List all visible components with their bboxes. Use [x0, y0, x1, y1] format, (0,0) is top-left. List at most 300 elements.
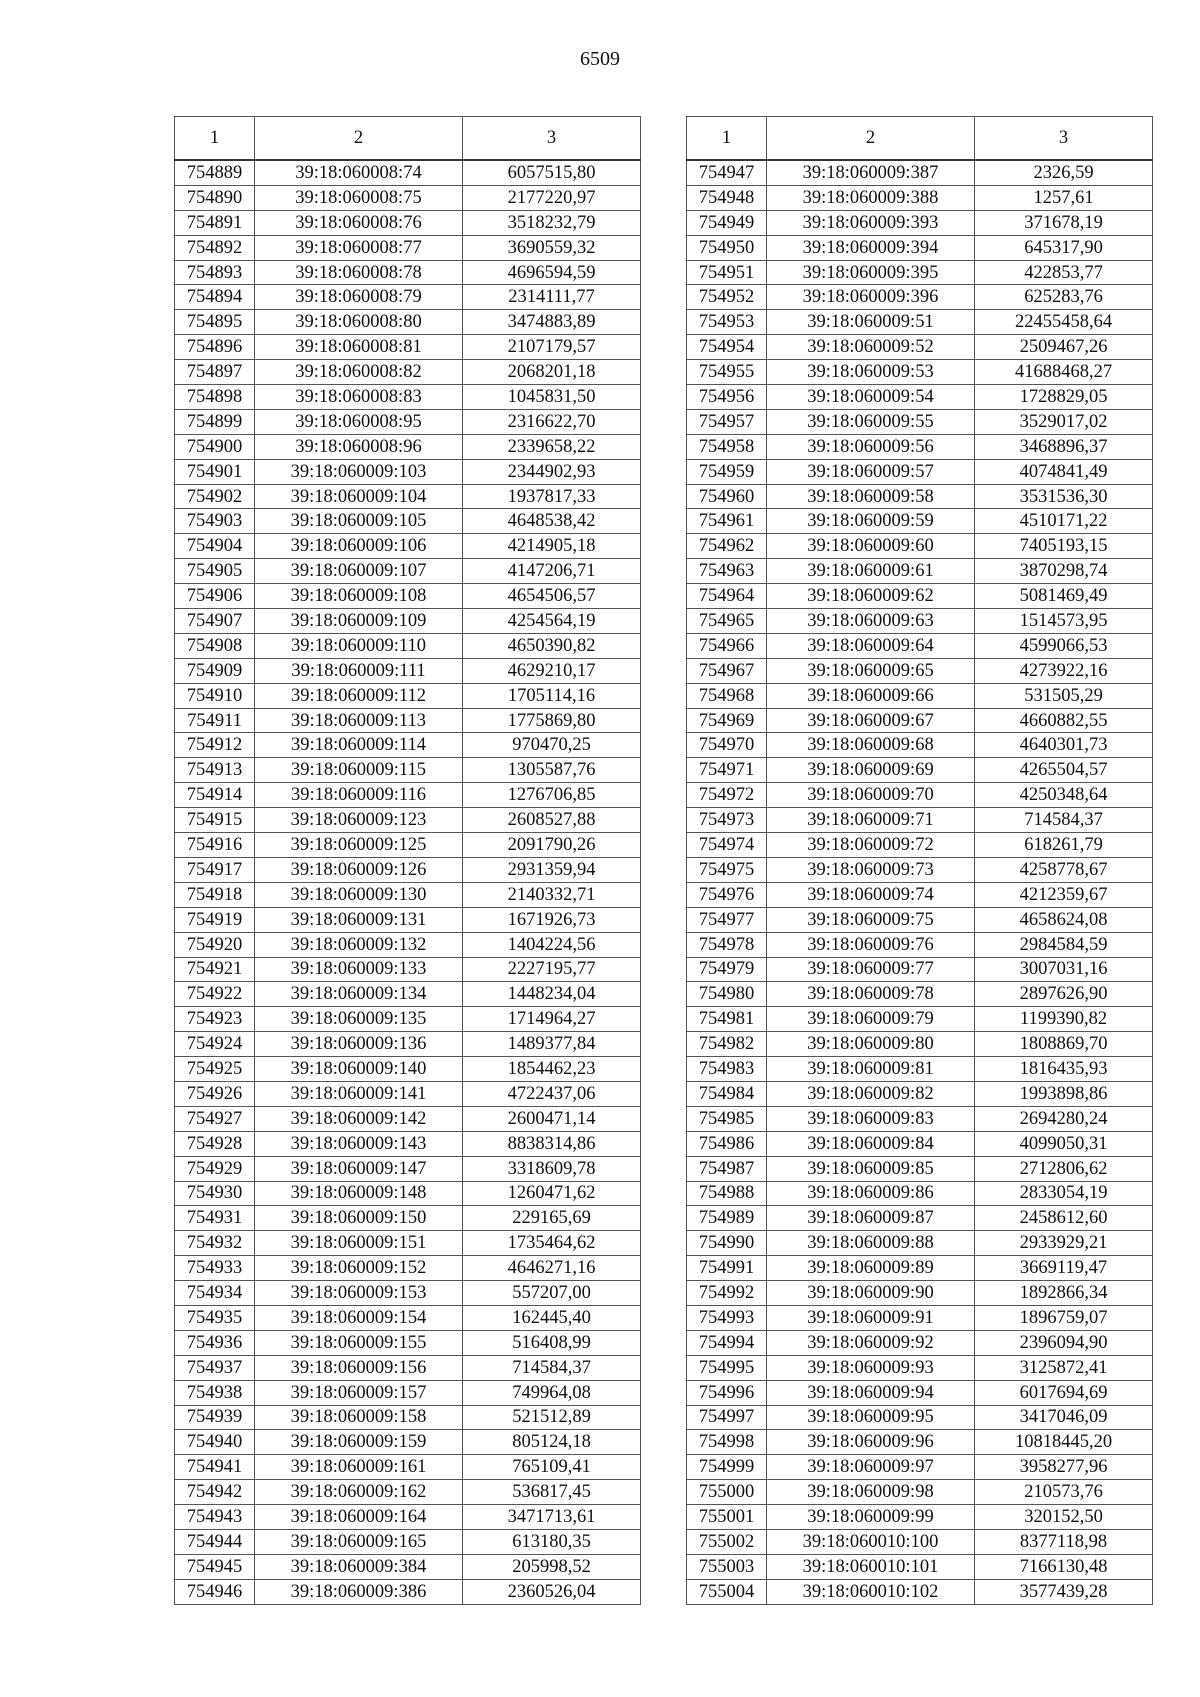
cell-value: 4147206,71 — [463, 559, 641, 584]
cell-number: 755001 — [687, 1505, 767, 1530]
cell-value: 1735464,62 — [463, 1231, 641, 1256]
cell-number: 754950 — [687, 235, 767, 260]
cell-value: 4650390,82 — [463, 633, 641, 658]
cell-cadastral-number: 39:18:060009:61 — [767, 559, 975, 584]
cell-value: 4654506,57 — [463, 584, 641, 609]
cell-value: 4258778,67 — [975, 857, 1153, 882]
cell-value: 3577439,28 — [975, 1579, 1153, 1604]
table-row — [175, 857, 641, 882]
cell-number: 754985 — [687, 1106, 767, 1131]
cell-number: 754928 — [175, 1131, 255, 1156]
cell-number: 754974 — [687, 833, 767, 858]
cell-number: 754959 — [687, 459, 767, 484]
cell-value: 4254564,19 — [463, 609, 641, 634]
table-row — [175, 260, 641, 285]
table-row — [687, 409, 1153, 434]
cell-cadastral-number: 39:18:060009:384 — [255, 1554, 463, 1579]
table-body — [687, 160, 1153, 1604]
cell-cadastral-number: 39:18:060009:110 — [255, 633, 463, 658]
cell-cadastral-number: 39:18:060009:75 — [767, 907, 975, 932]
table-row — [687, 1405, 1153, 1430]
table-row — [687, 210, 1153, 235]
cell-cadastral-number: 39:18:060010:102 — [767, 1579, 975, 1604]
cell-cadastral-number: 39:18:060008:77 — [255, 235, 463, 260]
cell-cadastral-number: 39:18:060009:393 — [767, 210, 975, 235]
cell-value: 531505,29 — [975, 683, 1153, 708]
cell-value: 2608527,88 — [463, 808, 641, 833]
cell-value: 613180,35 — [463, 1529, 641, 1554]
column-header-1: 1 — [687, 117, 767, 161]
cell-number: 754992 — [687, 1281, 767, 1306]
table-row — [175, 559, 641, 584]
cell-cadastral-number: 39:18:060009:154 — [255, 1305, 463, 1330]
cell-cadastral-number: 39:18:060008:96 — [255, 434, 463, 459]
cell-cadastral-number: 39:18:060009:153 — [255, 1281, 463, 1306]
cell-number: 754918 — [175, 882, 255, 907]
cell-value: 3007031,16 — [975, 957, 1153, 982]
cell-number: 754913 — [175, 758, 255, 783]
cell-cadastral-number: 39:18:060009:70 — [767, 783, 975, 808]
cell-number: 754922 — [175, 982, 255, 1007]
table-row — [175, 584, 641, 609]
cell-number: 754943 — [175, 1505, 255, 1530]
table-row — [175, 1455, 641, 1480]
table-row — [687, 185, 1153, 210]
cell-value: 4265504,57 — [975, 758, 1153, 783]
table-row — [175, 932, 641, 957]
cell-value: 4212359,67 — [975, 882, 1153, 907]
cell-value: 1775869,80 — [463, 708, 641, 733]
table-row — [175, 609, 641, 634]
table-row — [175, 1554, 641, 1579]
table-row — [175, 1505, 641, 1530]
cell-number: 755004 — [687, 1579, 767, 1604]
cell-cadastral-number: 39:18:060009:58 — [767, 484, 975, 509]
cell-cadastral-number: 39:18:060009:151 — [255, 1231, 463, 1256]
cell-value: 2339658,22 — [463, 434, 641, 459]
table-row — [687, 758, 1153, 783]
cell-cadastral-number: 39:18:060008:95 — [255, 409, 463, 434]
cell-cadastral-number: 39:18:060009:162 — [255, 1480, 463, 1505]
cell-value: 6017694,69 — [975, 1380, 1153, 1405]
cell-value: 4658624,08 — [975, 907, 1153, 932]
cell-number: 754941 — [175, 1455, 255, 1480]
cell-cadastral-number: 39:18:060009:394 — [767, 235, 975, 260]
table-row — [687, 385, 1153, 410]
table-row — [175, 160, 641, 185]
cell-cadastral-number: 39:18:060009:57 — [767, 459, 975, 484]
cell-number: 754923 — [175, 1007, 255, 1032]
cell-number: 754893 — [175, 260, 255, 285]
cell-cadastral-number: 39:18:060009:147 — [255, 1156, 463, 1181]
cell-number: 754980 — [687, 982, 767, 1007]
column-header-1: 1 — [175, 117, 255, 161]
cell-number: 754940 — [175, 1430, 255, 1455]
cell-value: 7405193,15 — [975, 534, 1153, 559]
table-row — [687, 1579, 1153, 1604]
cell-value: 10818445,20 — [975, 1430, 1153, 1455]
table-row — [175, 1355, 641, 1380]
cell-number: 754957 — [687, 409, 767, 434]
cell-value: 765109,41 — [463, 1455, 641, 1480]
cell-value: 4074841,49 — [975, 459, 1153, 484]
cell-value: 229165,69 — [463, 1206, 641, 1231]
cell-number: 754944 — [175, 1529, 255, 1554]
table-row — [175, 758, 641, 783]
cell-value: 516408,99 — [463, 1330, 641, 1355]
cell-cadastral-number: 39:18:060009:85 — [767, 1156, 975, 1181]
table-row — [175, 1057, 641, 1082]
table-row — [175, 833, 641, 858]
cell-number: 754889 — [175, 160, 255, 185]
cell-number: 754917 — [175, 857, 255, 882]
table-row — [687, 1281, 1153, 1306]
table-row — [687, 235, 1153, 260]
column-header-2: 2 — [767, 117, 975, 161]
cell-cadastral-number: 39:18:060009:56 — [767, 434, 975, 459]
table-row — [175, 434, 641, 459]
table-row — [687, 1032, 1153, 1057]
table-row — [687, 1430, 1153, 1455]
table-body — [175, 160, 641, 1604]
page-number: 6509 — [580, 48, 620, 70]
table-row — [175, 1081, 641, 1106]
table-row — [687, 1106, 1153, 1131]
cell-number: 754914 — [175, 783, 255, 808]
cell-value: 2933929,21 — [975, 1231, 1153, 1256]
cell-number: 755000 — [687, 1480, 767, 1505]
cell-number: 754963 — [687, 559, 767, 584]
cell-cadastral-number: 39:18:060009:89 — [767, 1256, 975, 1281]
cell-cadastral-number: 39:18:060009:155 — [255, 1330, 463, 1355]
cell-number: 754919 — [175, 907, 255, 932]
table-row — [175, 1231, 641, 1256]
table-row — [687, 733, 1153, 758]
table-row — [687, 1081, 1153, 1106]
cell-cadastral-number: 39:18:060009:135 — [255, 1007, 463, 1032]
cell-number: 754986 — [687, 1131, 767, 1156]
cell-number: 754926 — [175, 1081, 255, 1106]
cell-value: 2509467,26 — [975, 335, 1153, 360]
cell-number: 754908 — [175, 633, 255, 658]
cell-number: 755002 — [687, 1529, 767, 1554]
cell-cadastral-number: 39:18:060009:79 — [767, 1007, 975, 1032]
table-row — [175, 1131, 641, 1156]
table-row — [175, 882, 641, 907]
cell-number: 754910 — [175, 683, 255, 708]
cell-number: 754993 — [687, 1305, 767, 1330]
cell-cadastral-number: 39:18:060009:159 — [255, 1430, 463, 1455]
cell-number: 754998 — [687, 1430, 767, 1455]
cell-cadastral-number: 39:18:060009:395 — [767, 260, 975, 285]
cell-value: 4640301,73 — [975, 733, 1153, 758]
cell-cadastral-number: 39:18:060009:64 — [767, 633, 975, 658]
cell-cadastral-number: 39:18:060009:66 — [767, 683, 975, 708]
cell-cadastral-number: 39:18:060009:156 — [255, 1355, 463, 1380]
cell-cadastral-number: 39:18:060009:98 — [767, 1480, 975, 1505]
cell-number: 754906 — [175, 584, 255, 609]
registry-table-right — [686, 116, 1153, 1605]
cell-value: 1808869,70 — [975, 1032, 1153, 1057]
cell-number: 754966 — [687, 633, 767, 658]
cell-cadastral-number: 39:18:060009:67 — [767, 708, 975, 733]
cell-cadastral-number: 39:18:060009:78 — [767, 982, 975, 1007]
cell-number: 754930 — [175, 1181, 255, 1206]
cell-number: 754967 — [687, 658, 767, 683]
cell-value: 2326,59 — [975, 160, 1153, 185]
cell-number: 754894 — [175, 285, 255, 310]
table-row — [687, 982, 1153, 1007]
cell-number: 754896 — [175, 335, 255, 360]
cell-value: 3471713,61 — [463, 1505, 641, 1530]
cell-cadastral-number: 39:18:060009:148 — [255, 1181, 463, 1206]
table-row — [175, 808, 641, 833]
cell-number: 754990 — [687, 1231, 767, 1256]
table-row — [175, 1256, 641, 1281]
cell-cadastral-number: 39:18:060009:99 — [767, 1505, 975, 1530]
cell-cadastral-number: 39:18:060010:101 — [767, 1554, 975, 1579]
table-row — [175, 409, 641, 434]
cell-number: 754935 — [175, 1305, 255, 1330]
table-row — [687, 335, 1153, 360]
cell-number: 754934 — [175, 1281, 255, 1306]
cell-value: 3669119,47 — [975, 1256, 1153, 1281]
table-row — [687, 1480, 1153, 1505]
cell-value: 2360526,04 — [463, 1579, 641, 1604]
cell-number: 754921 — [175, 957, 255, 982]
cell-number: 754892 — [175, 235, 255, 260]
cell-value: 2897626,90 — [975, 982, 1153, 1007]
cell-value: 3531536,30 — [975, 484, 1153, 509]
column-header-2: 2 — [255, 117, 463, 161]
cell-number: 754904 — [175, 534, 255, 559]
cell-value: 1276706,85 — [463, 783, 641, 808]
cell-value: 1489377,84 — [463, 1032, 641, 1057]
cell-number: 754999 — [687, 1455, 767, 1480]
table-row — [687, 260, 1153, 285]
cell-cadastral-number: 39:18:060009:69 — [767, 758, 975, 783]
cell-cadastral-number: 39:18:060009:96 — [767, 1430, 975, 1455]
table-row — [687, 1355, 1153, 1380]
cell-cadastral-number: 39:18:060009:63 — [767, 609, 975, 634]
cell-number: 754958 — [687, 434, 767, 459]
cell-value: 162445,40 — [463, 1305, 641, 1330]
cell-number: 754982 — [687, 1032, 767, 1057]
cell-value: 210573,76 — [975, 1480, 1153, 1505]
cell-number: 754973 — [687, 808, 767, 833]
table-row — [687, 434, 1153, 459]
table-row — [687, 1554, 1153, 1579]
cell-value: 22455458,64 — [975, 310, 1153, 335]
cell-number: 754945 — [175, 1554, 255, 1579]
cell-cadastral-number: 39:18:060009:157 — [255, 1380, 463, 1405]
table-row — [687, 808, 1153, 833]
cell-number: 754907 — [175, 609, 255, 634]
cell-number: 754984 — [687, 1081, 767, 1106]
table-row — [175, 1380, 641, 1405]
table-row — [687, 559, 1153, 584]
table-row — [687, 584, 1153, 609]
cell-cadastral-number: 39:18:060008:81 — [255, 335, 463, 360]
cell-value: 4722437,06 — [463, 1081, 641, 1106]
cell-cadastral-number: 39:18:060009:103 — [255, 459, 463, 484]
cell-number: 754916 — [175, 833, 255, 858]
cell-value: 1257,61 — [975, 185, 1153, 210]
cell-cadastral-number: 39:18:060009:114 — [255, 733, 463, 758]
cell-number: 754948 — [687, 185, 767, 210]
table-row — [175, 708, 641, 733]
cell-number: 754951 — [687, 260, 767, 285]
table-row — [175, 633, 641, 658]
table-row — [687, 857, 1153, 882]
table-row — [175, 1106, 641, 1131]
cell-cadastral-number: 39:18:060009:113 — [255, 708, 463, 733]
cell-number: 754997 — [687, 1405, 767, 1430]
cell-value: 4273922,16 — [975, 658, 1153, 683]
cell-value: 2833054,19 — [975, 1181, 1153, 1206]
table-row — [175, 783, 641, 808]
cell-cadastral-number: 39:18:060009:73 — [767, 857, 975, 882]
cell-cadastral-number: 39:18:060009:115 — [255, 758, 463, 783]
cell-value: 1937817,33 — [463, 484, 641, 509]
cell-cadastral-number: 39:18:060009:141 — [255, 1081, 463, 1106]
cell-cadastral-number: 39:18:060009:131 — [255, 907, 463, 932]
cell-value: 625283,76 — [975, 285, 1153, 310]
cell-cadastral-number: 39:18:060009:161 — [255, 1455, 463, 1480]
table-row — [687, 907, 1153, 932]
cell-number: 754991 — [687, 1256, 767, 1281]
column-header-3: 3 — [463, 117, 641, 161]
cell-cadastral-number: 39:18:060009:107 — [255, 559, 463, 584]
cell-number: 754947 — [687, 160, 767, 185]
cell-value: 2316622,70 — [463, 409, 641, 434]
table-row — [687, 1529, 1153, 1554]
cell-value: 1705114,16 — [463, 683, 641, 708]
table-row — [687, 484, 1153, 509]
cell-value: 2984584,59 — [975, 932, 1153, 957]
cell-value: 2694280,24 — [975, 1106, 1153, 1131]
cell-value: 1714964,27 — [463, 1007, 641, 1032]
cell-value: 2314111,77 — [463, 285, 641, 310]
cell-number: 754961 — [687, 509, 767, 534]
table-row — [175, 360, 641, 385]
cell-number: 754900 — [175, 434, 255, 459]
cell-value: 1896759,07 — [975, 1305, 1153, 1330]
cell-cadastral-number: 39:18:060009:51 — [767, 310, 975, 335]
cell-value: 8377118,98 — [975, 1529, 1153, 1554]
cell-value: 205998,52 — [463, 1554, 641, 1579]
cell-cadastral-number: 39:18:060009:396 — [767, 285, 975, 310]
cell-value: 2344902,93 — [463, 459, 641, 484]
cell-value: 618261,79 — [975, 833, 1153, 858]
cell-cadastral-number: 39:18:060009:95 — [767, 1405, 975, 1430]
cell-value: 2396094,90 — [975, 1330, 1153, 1355]
table-row — [175, 285, 641, 310]
cell-number: 754968 — [687, 683, 767, 708]
cell-number: 754969 — [687, 708, 767, 733]
cell-cadastral-number: 39:18:060009:109 — [255, 609, 463, 634]
cell-value: 4214905,18 — [463, 534, 641, 559]
table-row — [687, 932, 1153, 957]
cell-value: 2227195,77 — [463, 957, 641, 982]
cell-cadastral-number: 39:18:060009:150 — [255, 1206, 463, 1231]
cell-number: 754970 — [687, 733, 767, 758]
cell-number: 754899 — [175, 409, 255, 434]
table-row — [687, 1455, 1153, 1480]
cell-cadastral-number: 39:18:060009:90 — [767, 1281, 975, 1306]
cell-cadastral-number: 39:18:060009:106 — [255, 534, 463, 559]
cell-value: 2140332,71 — [463, 882, 641, 907]
cell-number: 754996 — [687, 1380, 767, 1405]
cell-value: 2091790,26 — [463, 833, 641, 858]
table-row — [175, 907, 641, 932]
cell-value: 1404224,56 — [463, 932, 641, 957]
cell-cadastral-number: 39:18:060009:134 — [255, 982, 463, 1007]
cell-value: 1260471,62 — [463, 1181, 641, 1206]
table-row — [175, 1480, 641, 1505]
cell-number: 754977 — [687, 907, 767, 932]
table-row — [175, 335, 641, 360]
cell-cadastral-number: 39:18:060009:132 — [255, 932, 463, 957]
cell-cadastral-number: 39:18:060009:53 — [767, 360, 975, 385]
cell-number: 754932 — [175, 1231, 255, 1256]
cell-value: 4660882,55 — [975, 708, 1153, 733]
cell-value: 3318609,78 — [463, 1156, 641, 1181]
cell-cadastral-number: 39:18:060009:97 — [767, 1455, 975, 1480]
cell-value: 3958277,96 — [975, 1455, 1153, 1480]
cell-value: 1199390,82 — [975, 1007, 1153, 1032]
cell-cadastral-number: 39:18:060009:88 — [767, 1231, 975, 1256]
table-row — [175, 1330, 641, 1355]
cell-cadastral-number: 39:18:060009:87 — [767, 1206, 975, 1231]
cell-cadastral-number: 39:18:060008:83 — [255, 385, 463, 410]
cell-number: 754942 — [175, 1480, 255, 1505]
table-row — [687, 1007, 1153, 1032]
cell-cadastral-number: 39:18:060009:65 — [767, 658, 975, 683]
cell-number: 754931 — [175, 1206, 255, 1231]
cell-value: 3468896,37 — [975, 434, 1153, 459]
table-row — [175, 957, 641, 982]
cell-number: 754901 — [175, 459, 255, 484]
cell-value: 3690559,32 — [463, 235, 641, 260]
cell-number: 754971 — [687, 758, 767, 783]
table-row — [175, 1579, 641, 1604]
cell-number: 754938 — [175, 1380, 255, 1405]
table-row — [687, 683, 1153, 708]
cell-cadastral-number: 39:18:060008:82 — [255, 360, 463, 385]
cell-value: 7166130,48 — [975, 1554, 1153, 1579]
cell-value: 3518232,79 — [463, 210, 641, 235]
cell-number: 754954 — [687, 335, 767, 360]
table-row — [175, 310, 641, 335]
cell-cadastral-number: 39:18:060009:126 — [255, 857, 463, 882]
table-row — [687, 783, 1153, 808]
cell-value: 422853,77 — [975, 260, 1153, 285]
cell-value: 4629210,17 — [463, 658, 641, 683]
cell-value: 2177220,97 — [463, 185, 641, 210]
table-row — [687, 633, 1153, 658]
cell-value: 6057515,80 — [463, 160, 641, 185]
cell-value: 4646271,16 — [463, 1256, 641, 1281]
cell-number: 754987 — [687, 1156, 767, 1181]
table-header-row — [175, 117, 641, 161]
cell-cadastral-number: 39:18:060008:79 — [255, 285, 463, 310]
table-row — [175, 982, 641, 1007]
cell-number: 754983 — [687, 1057, 767, 1082]
table-row — [687, 360, 1153, 385]
cell-number: 754909 — [175, 658, 255, 683]
cell-number: 754929 — [175, 1156, 255, 1181]
